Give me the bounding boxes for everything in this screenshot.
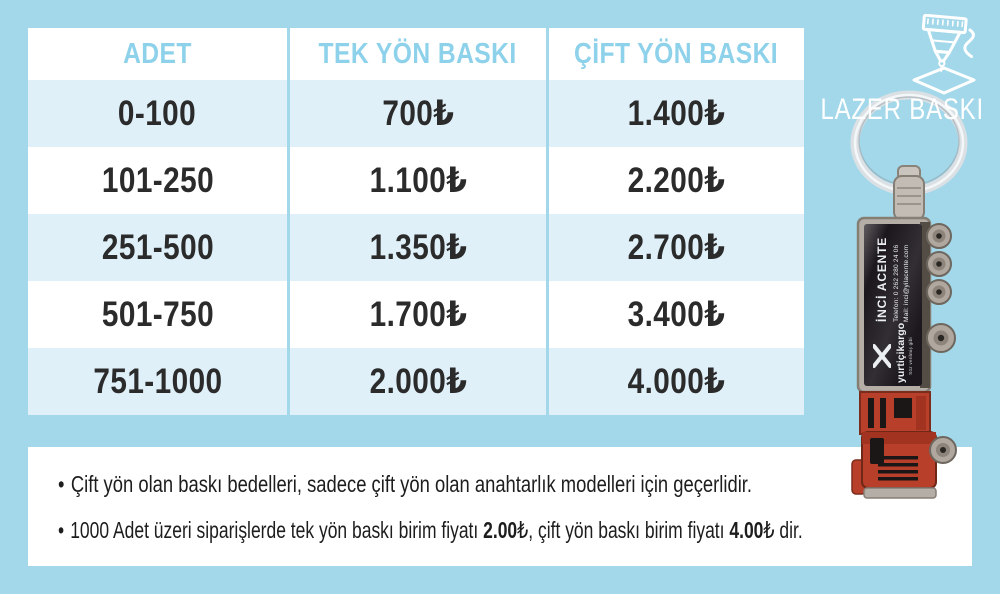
note-2-price-single: 2.00 — [483, 516, 518, 543]
cell-qty — [28, 348, 287, 415]
price-value: 4.000₺ — [627, 361, 726, 401]
lira-sign: ₺ — [763, 516, 775, 543]
notes-panel — [28, 447, 972, 566]
header-label: TEK YÖN BASKI — [318, 37, 518, 70]
table-row — [28, 147, 804, 214]
keychain-mail: Mail: inci@yilacente.com — [902, 244, 910, 322]
table-row — [28, 80, 804, 147]
table-row — [28, 214, 804, 281]
cell-price-single — [287, 80, 546, 147]
yurtici-kargo-logo — [873, 322, 913, 383]
truck-cab — [852, 432, 956, 498]
cell-qty — [28, 281, 287, 348]
kargo-logo-text: yurtiçikargo — [895, 322, 908, 383]
cell-price-single — [287, 348, 546, 415]
cell-price-double — [546, 80, 804, 147]
cell-price-double — [546, 281, 804, 348]
price-value: 2.700₺ — [627, 227, 726, 267]
header-label: ADET — [123, 37, 192, 70]
cell-price-double — [546, 348, 804, 415]
note-1-text: Çift yön olan baskı bedelleri, sadece çift yön olan anahtarlık modelleri için geçerlidir. — [70, 470, 753, 497]
kargo-x-icon — [873, 343, 891, 369]
qty-value: 0-100 — [118, 93, 197, 133]
lazer-baski-label: LAZER BASKI — [820, 93, 984, 126]
price-value: 2.000₺ — [369, 361, 467, 401]
trailer-wheels — [927, 224, 955, 352]
price-value: 2.200₺ — [627, 160, 726, 200]
note-2-post: dir. — [774, 516, 803, 543]
header-label: ÇİFT YÖN BASKI — [574, 37, 779, 70]
cell-price-double — [546, 147, 804, 214]
price-value: 3.400₺ — [627, 294, 726, 334]
table-header-row — [28, 28, 804, 80]
header-cell-adet — [28, 28, 287, 80]
header-cell-cift-yon — [546, 28, 804, 80]
cell-qty — [28, 214, 287, 281]
price-value: 1.350₺ — [369, 227, 467, 267]
table-row — [28, 348, 804, 415]
note-2-mid: , çift yön baskı birim fiyatı — [528, 516, 730, 543]
note-2-price-double: 4.00 — [729, 516, 764, 543]
keychain-engraving — [864, 224, 922, 386]
price-table — [28, 28, 804, 415]
qty-value: 101-250 — [101, 160, 214, 200]
kargo-slogan: Söz verilmiş gibi — [907, 337, 913, 375]
truck-cargo-section — [860, 392, 930, 434]
lazer-baski-title — [804, 92, 1000, 128]
keychain-company-name: İNCİ ACENTE — [874, 236, 889, 322]
price-value: 700₺ — [381, 93, 455, 133]
price-value: 1.100₺ — [369, 160, 467, 200]
cell-qty — [28, 147, 287, 214]
bullet-icon: • — [58, 516, 65, 543]
table-row — [28, 281, 804, 348]
cell-price-double — [546, 214, 804, 281]
note-line-1 — [58, 469, 972, 499]
header-cell-tek-yon — [287, 28, 546, 80]
note-2-pre: 1000 Adet üzeri siparişlerde tek yön baskı birim fiyatı — [70, 516, 484, 543]
qty-value: 501-750 — [101, 294, 214, 334]
cell-price-single — [287, 281, 546, 348]
cell-qty — [28, 80, 287, 147]
bullet-icon: • — [58, 470, 65, 497]
cell-price-single — [287, 147, 546, 214]
keychain-phone: Telefon: 0 262 280 24 06 — [892, 244, 900, 322]
note-line-2 — [58, 515, 972, 545]
cell-price-single — [287, 214, 546, 281]
qty-value: 251-500 — [101, 227, 214, 267]
price-value: 1.700₺ — [369, 294, 467, 334]
laser-engraver-icon — [898, 14, 990, 98]
qty-value: 751-1000 — [92, 361, 223, 401]
price-value: 1.400₺ — [627, 93, 726, 133]
lira-sign: ₺ — [517, 516, 529, 543]
